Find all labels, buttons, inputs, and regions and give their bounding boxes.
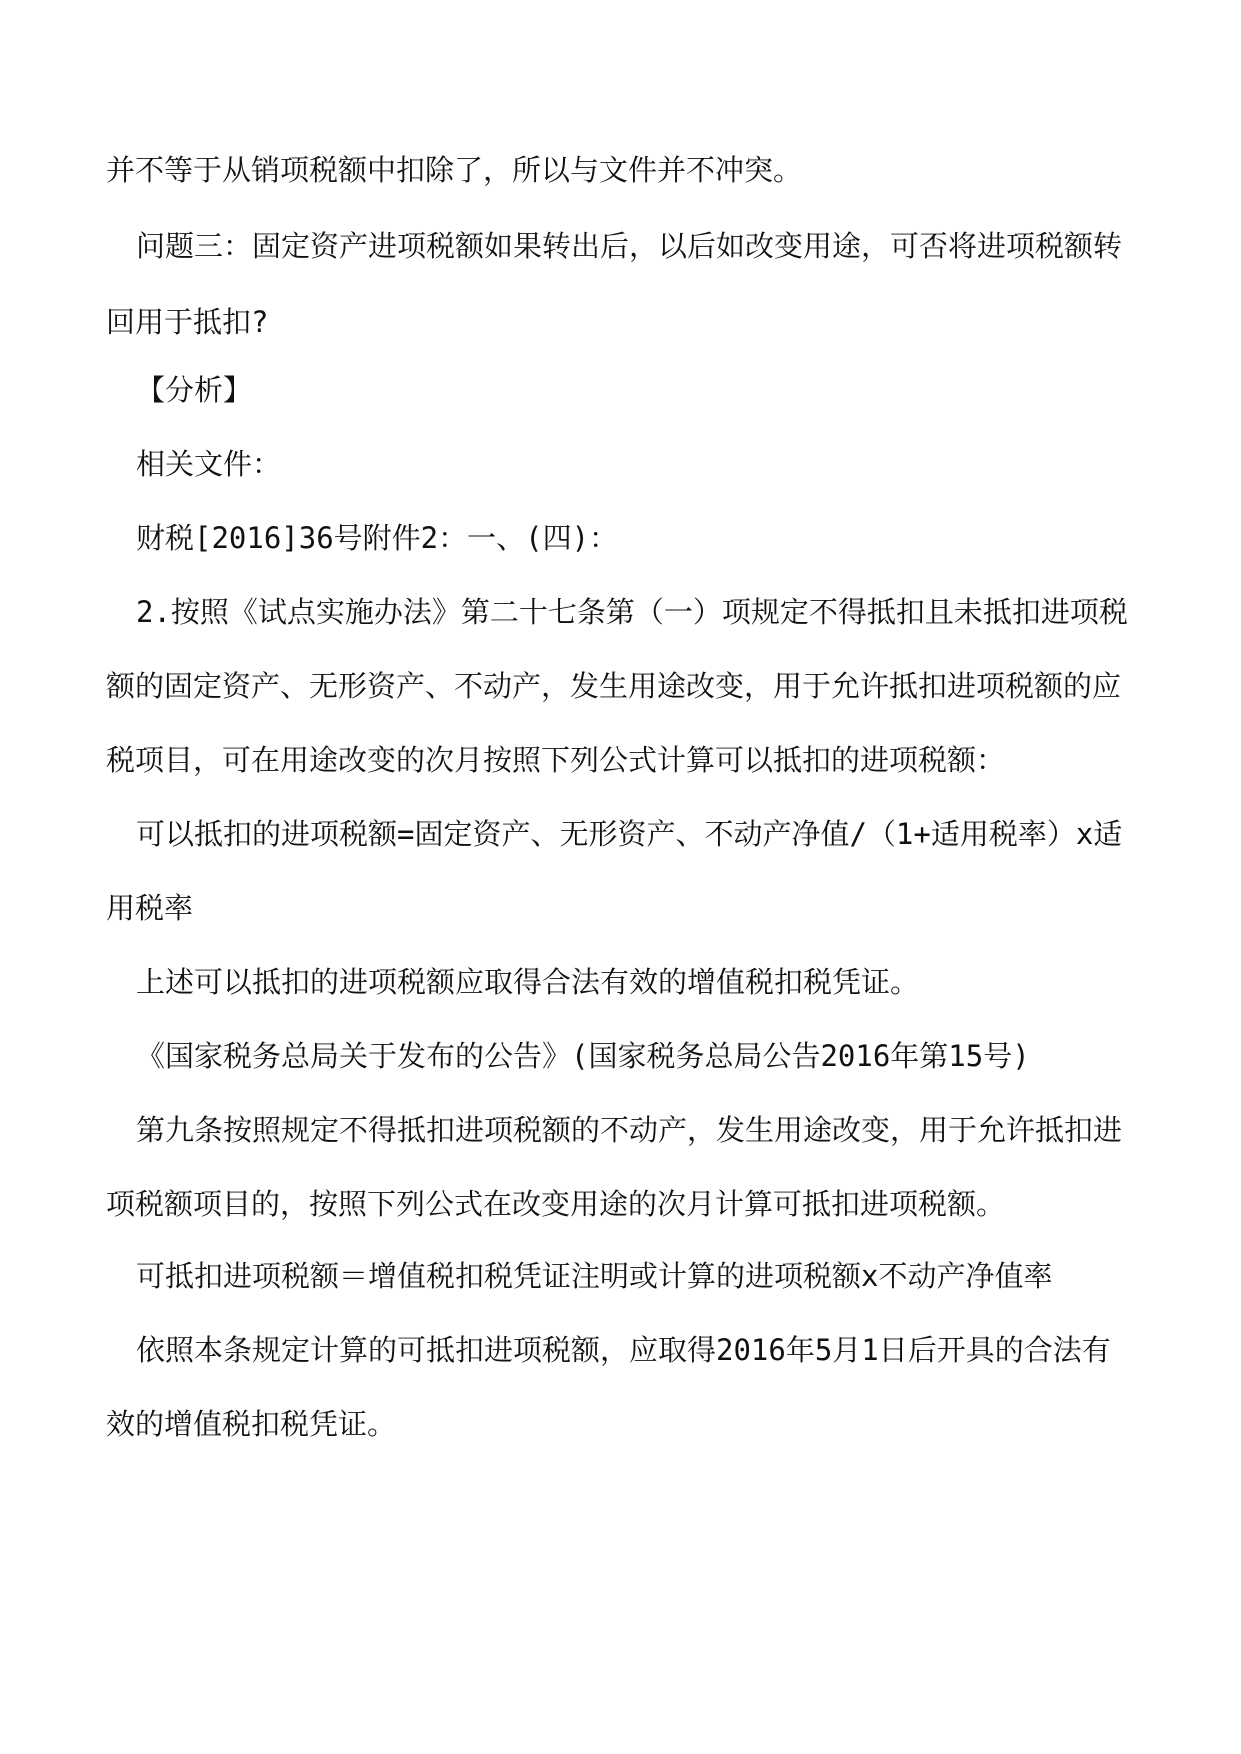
text-line-7: 2.按照《试点实施办法》第二十七条第（一）项规定不得抵扣且未抵扣进项税 (136, 595, 1128, 629)
text-line-3: 回用于抵扣? (106, 305, 269, 339)
text-line-16: 可抵扣进项税额＝增值税扣税凭证注明或计算的进项税额x不动产净值率 (136, 1259, 1053, 1293)
section-heading-analysis: 【分析】 (136, 373, 253, 407)
text-line-12: 上述可以抵扣的进项税额应取得合法有效的增值税扣税凭证。 (136, 965, 920, 999)
text-line-18: 效的增值税扣税凭证。 (106, 1407, 397, 1441)
text-line-1: 并不等于从销项税额中扣除了，所以与文件并不冲突。 (106, 153, 803, 187)
text-line-17: 依照本条规定计算的可抵扣进项税额，应取得2016年5月1日后开具的合法有 (136, 1333, 1111, 1367)
text-line-11: 用税率 (106, 891, 194, 925)
text-line-10: 可以抵扣的进项税额=固定资产、无形资产、不动产净值/（1+适用税率）x适 (136, 817, 1123, 851)
text-line-13: 《国家税务总局关于发布的公告》(国家税务总局公告2016年第15号) (136, 1039, 1030, 1073)
text-line-14: 第九条按照规定不得抵扣进项税额的不动产，发生用途改变，用于允许抵扣进 (136, 1113, 1123, 1147)
text-line-2: 问题三：固定资产进项税额如果转出后，以后如改变用途，可否将进项税额转 (136, 229, 1123, 263)
text-line-5: 相关文件： (136, 447, 282, 481)
text-line-9: 税项目，可在用途改变的次月按照下列公式计算可以抵扣的进项税额： (106, 743, 1006, 777)
text-line-8: 额的固定资产、无形资产、不动产，发生用途改变，用于允许抵扣进项税额的应 (106, 669, 1122, 703)
text-line-15: 项税额项目的，按照下列公式在改变用途的次月计算可抵扣进项税额。 (106, 1187, 1006, 1221)
text-line-6: 财税[2016]36号附件2：一、(四)： (136, 521, 619, 555)
